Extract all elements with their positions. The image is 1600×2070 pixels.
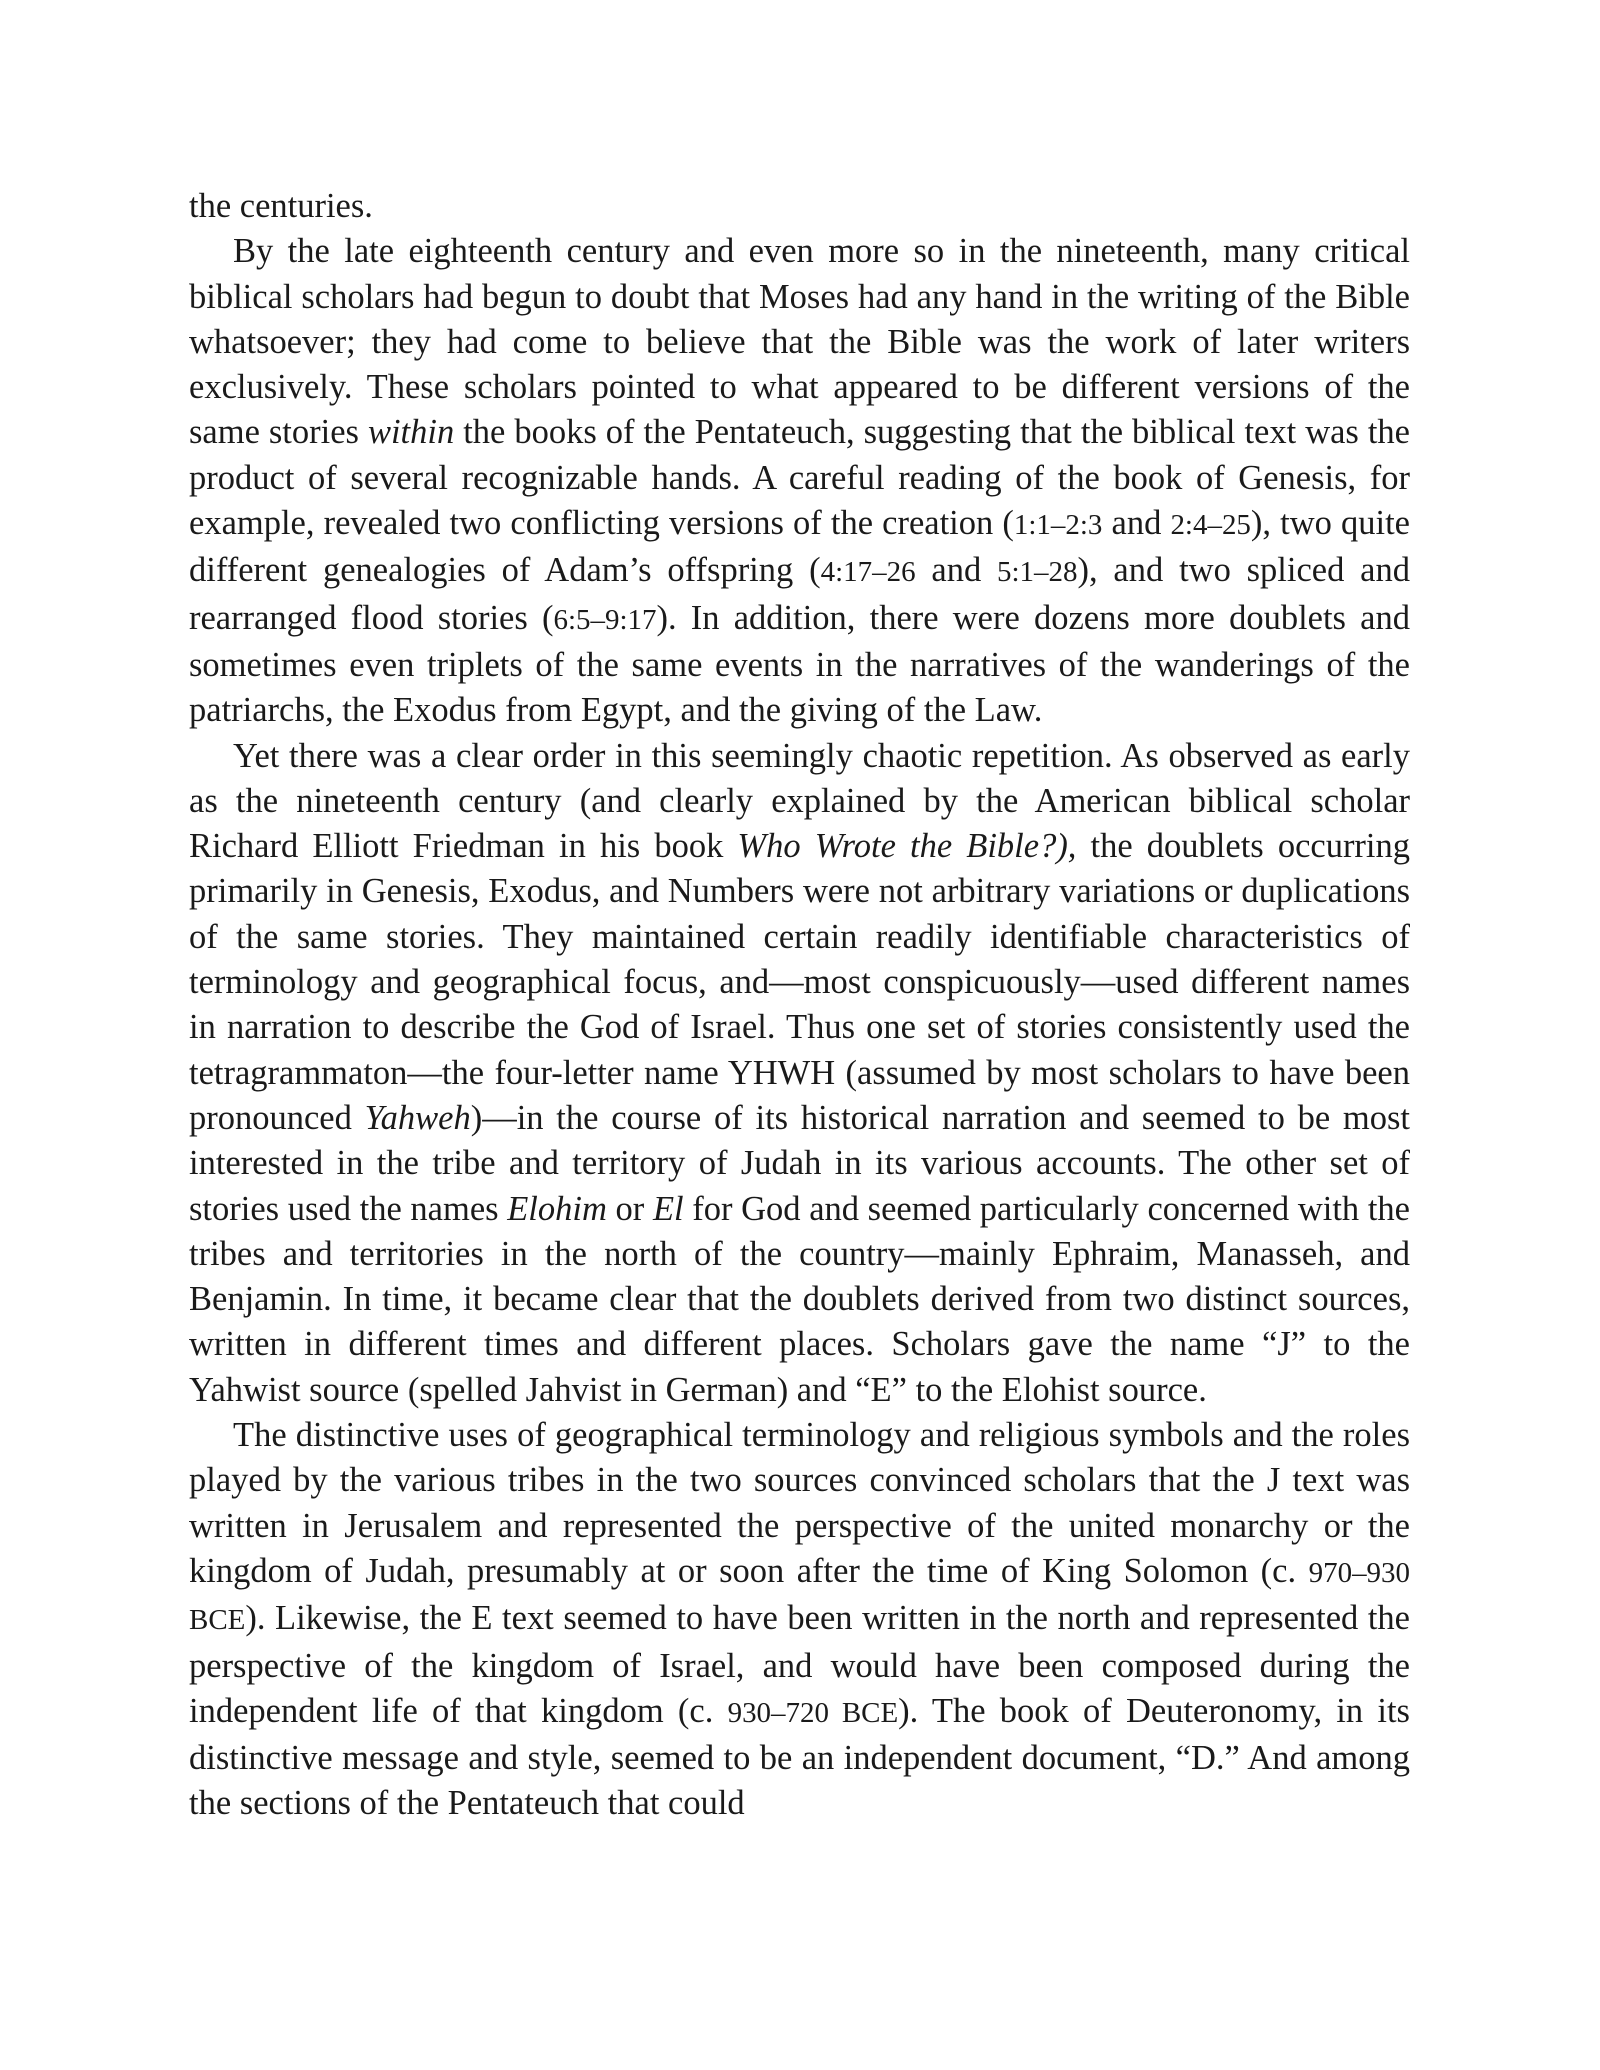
text-run: the books of the Pentateuch, suggesting that the biblical text was the product of several recognizable hands. A careful reading of the book of Genesis, for example, revealed two conflicting versions of the creation ( xyxy=(189,413,1410,543)
text-run: ). Likewise, the E text seemed to have been written in the north and represented the perspective of the kingdom of Israel, and would have been composed during the independent life of that kingdom (c. xyxy=(189,1599,1410,1730)
italic-text: Yahweh xyxy=(364,1098,471,1137)
text-run: ). In addition, there were dozens more doublets and sometimes even triplets of the same events in the narratives of the wanderings of the patriarchs, the Exodus from Egypt, and the giving of the Law. xyxy=(189,598,1410,730)
text-run: for God and seemed particularly concerned with the tribes and territories in the north of the country—mainly Ephraim, Manasseh, and Benjamin. In time, it became clear that the doublets derived from two distinct sources, written in different times and different places. Scholars gave the name “J” to the Yahwist source (spelled Jahvist in German) and “E” to the Elohist source. xyxy=(189,1189,1410,1409)
reference-text: 930–720 BCE xyxy=(727,1696,899,1729)
reference-text: 6:5–9:17 xyxy=(553,603,657,636)
body-paragraph xyxy=(189,184,1410,229)
text-run: ). The book of Deuteronomy, in its distinctive message and style, seemed to be an independent document, “D.” And among the sections of the Pentateuch that could xyxy=(189,1691,1410,1823)
italic-text: Who Wrote the Bible?), xyxy=(737,827,1077,866)
text-column xyxy=(189,184,1410,1827)
reference-text: 5:1–28 xyxy=(997,556,1078,589)
italic-text: Elohim xyxy=(507,1189,607,1228)
text-run: By the late eighteenth century and even more so in the nineteenth, many critical biblical scholars had begun to doubt that Moses had any hand in the writing of the Bible whatsoever; they had come to believe that the Bible was the work of later writers exclusively. These scholars pointed to what appeared to be different versions of the same stories xyxy=(189,232,1410,452)
italic-text: El xyxy=(652,1189,684,1228)
body-paragraph xyxy=(189,1413,1410,1827)
text-run: or xyxy=(606,1189,653,1228)
page-body xyxy=(189,184,1410,1827)
text-run: and xyxy=(1102,504,1171,543)
reference-text: 1:1–2:3 xyxy=(1013,509,1103,542)
italic-text: within xyxy=(367,413,455,452)
text-run: ), two quite different genealogies of Adam’s offspring ( xyxy=(189,504,1410,590)
text-run: Yet there was a clear order in this seemingly chaotic repetition. As observed as early as the nineteenth century (and clearly explained by the American biblical scholar Richard Elliott Friedman in his book xyxy=(189,736,1410,866)
text-run: the centuries. xyxy=(189,187,373,225)
text-run: The distinctive uses of geographical terminology and religious symbols and the roles played by the various tribes in the two sources convinced scholars that the J text was written in Jerusalem and represented the perspective of the united monarchy or the kingdom of Judah, presumably at or soon after the time of King Solomon (c. xyxy=(189,1416,1410,1590)
text-run: the doublets occurring primarily in Genesis, Exodus, and Numbers were not arbitrary variations or duplications of the same stories. They maintained certain readily identifiable characteristics of terminology and geographical focus, and—most conspicuously—used different names in narration to describe the God of Israel. Thus one set of stories consistently used the tetragrammaton—the four-letter name YHWH (assumed by most scholars to have been pronounced xyxy=(189,827,1411,1137)
text-run: ), and two spliced and rearranged flood stories ( xyxy=(189,551,1410,637)
body-paragraph xyxy=(189,229,1410,733)
body-paragraph xyxy=(189,734,1410,1413)
text-run: and xyxy=(915,551,998,590)
reference-text: 2:4–25 xyxy=(1170,509,1251,542)
reference-text: 970–930 BCE xyxy=(189,1556,1410,1637)
reference-text: 4:17–26 xyxy=(820,556,916,589)
text-run: )—in the course of its historical narration and seemed to be most interested in the tribe and territory of Judah in its various accounts. The other set of stories used the names xyxy=(189,1098,1410,1228)
